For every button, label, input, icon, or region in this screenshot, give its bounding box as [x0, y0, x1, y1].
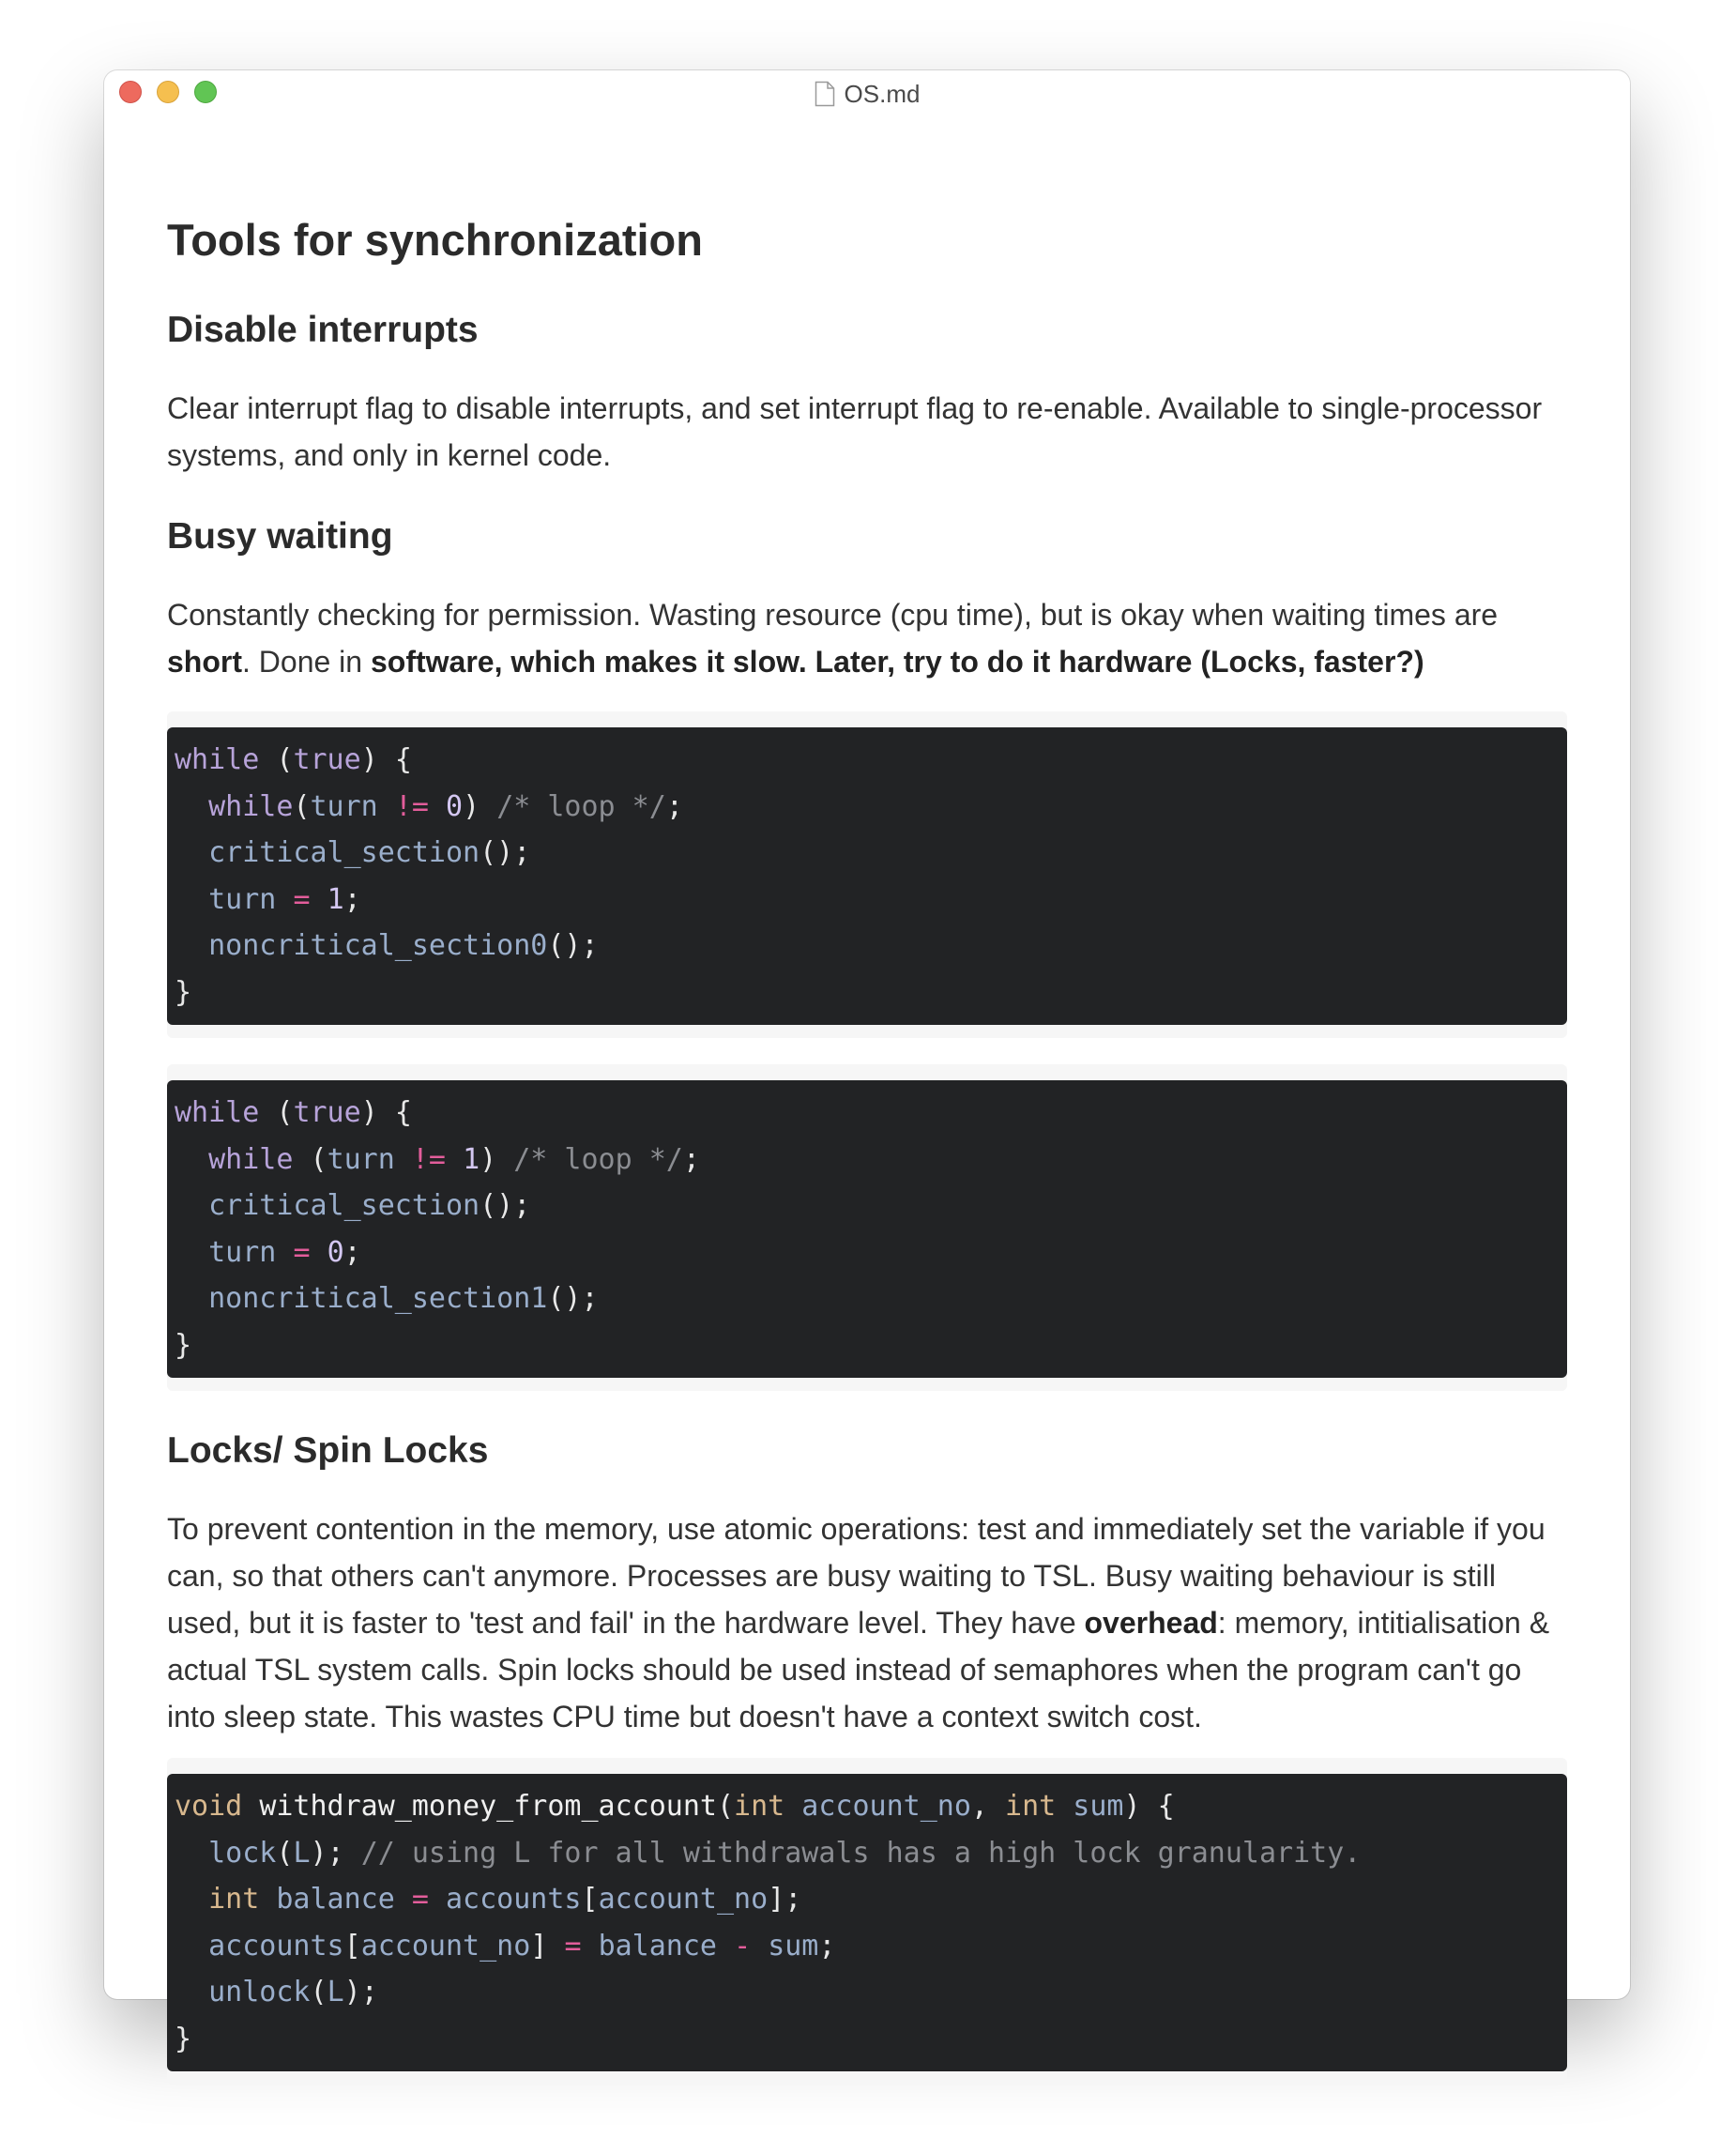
code-line: accounts[account_no] = balance - sum;: [208, 1929, 836, 1962]
window-title-group: [815, 80, 921, 109]
window-title: OS.md: [844, 79, 921, 108]
code-line: }: [175, 1328, 192, 1362]
code-line: turn = 1;: [208, 882, 361, 916]
code-editor-2[interactable]: [167, 1080, 1567, 1378]
heading-disable-interrupts: Disable interrupts: [167, 310, 479, 350]
code-line: critical_section();: [208, 1189, 531, 1222]
page-title: Tools for synchronization: [167, 215, 703, 265]
code-line: void withdraw_money_from_account(int account_no, int sum) {: [175, 1790, 1175, 1823]
code-line: noncritical_section0();: [208, 929, 599, 962]
document-icon: [815, 81, 835, 107]
zoom-window-button[interactable]: [194, 81, 217, 103]
title-bar[interactable]: [104, 70, 1630, 115]
text-span: To prevent contention in the memory, use atomic operations: test and immediately set the variable if you can, so that others can't anymore. Processes are busy waiting to TSL. Busy waiting behaviour is still used, but it is faster to 'test and fail' in the hardware level. They have: [167, 1512, 1546, 1640]
bold-text: software, which makes it slow. Later, try to do it hardware (Locks, faster?): [370, 645, 1424, 679]
code-line: while (true) {: [175, 1096, 412, 1129]
code-line: unlock(L);: [208, 1976, 378, 2008]
code-block-1[interactable]: [167, 711, 1567, 1038]
code-line: while (true) {: [175, 743, 412, 776]
close-window-button[interactable]: [119, 81, 142, 103]
editor-window: [104, 70, 1630, 2055]
code-editor-1[interactable]: [167, 727, 1567, 1025]
text-span: Constantly checking for permission. Wasting resource (cpu time), but is okay when waiting times are: [167, 598, 1499, 632]
code-line: }: [175, 2022, 192, 2055]
code-line: noncritical_section1();: [208, 1282, 599, 1315]
paragraph-locks: [167, 1505, 1567, 1740]
text-span: . Done in: [242, 645, 371, 679]
paragraph-disable-interrupts: Clear interrupt flag to disable interrupts, and set interrupt flag to re-enable. Available to single-processor systems, and only in kernel code.: [167, 391, 1543, 472]
code-line: while (turn != 1) /* loop */;: [208, 1142, 700, 1176]
code-block-3[interactable]: [167, 1758, 1567, 2085]
code-line: int balance = accounts[account_no];: [208, 1883, 802, 1916]
code-line: while(turn != 0) /* loop */;: [208, 789, 683, 823]
code-line: }: [175, 975, 192, 1009]
heading-locks: Locks/ Spin Locks: [167, 1430, 489, 1471]
bold-text: short: [167, 645, 242, 679]
window-controls: [119, 81, 217, 103]
bold-text: overhead: [1084, 1606, 1218, 1640]
paragraph-busy-waiting: [167, 591, 1567, 685]
code-block-2[interactable]: [167, 1064, 1567, 1391]
minimize-window-button[interactable]: [157, 81, 179, 103]
code-editor-3[interactable]: [167, 1774, 1567, 2071]
heading-busy-waiting: Busy waiting: [167, 516, 393, 557]
text-span: : memory, intitialisation & actual TSL system calls. Spin locks should be used instead of semaphores when the program can't go into sleep state. This wastes CPU time but doesn't have a context switch cost.: [167, 1606, 1550, 1733]
code-line: critical_section();: [208, 836, 531, 869]
code-line: turn = 0;: [208, 1235, 361, 1269]
code-line: lock(L); // using L for all withdrawals has a high lock granularity.: [208, 1836, 1362, 1870]
